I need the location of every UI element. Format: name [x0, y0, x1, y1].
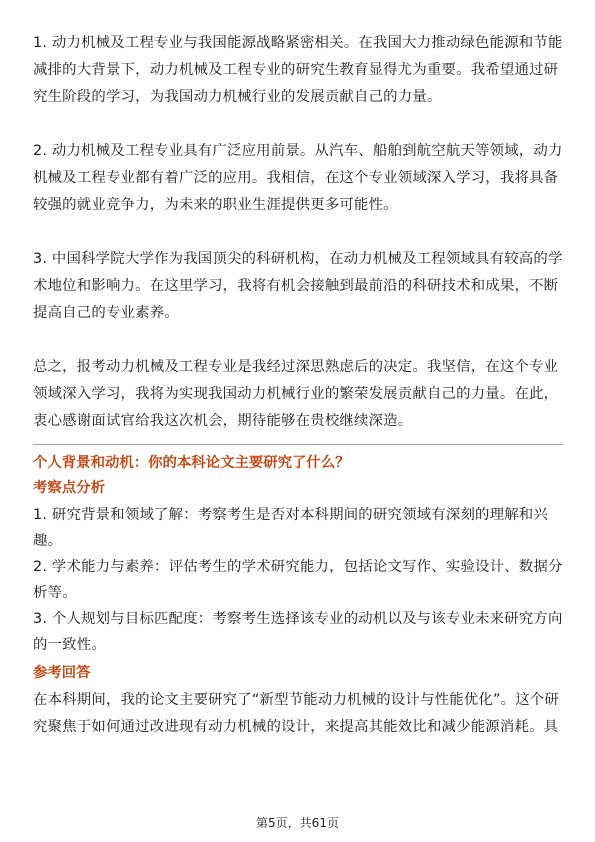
paragraph-energy-strategy: 1. 动力机械及工程专业与我国能源战略紧密相关。在我国大力推动绿色能源和节能减排的大背景下，动力机械及工程专业的研究生教育显得尤为重要。我希望通过研究生阶段的学习，为我国动力机械行业的发展贡献自己的力量。: [33, 35, 563, 105]
analysis-list: [33, 502, 563, 658]
page-content: [33, 30, 563, 741]
section-divider: [33, 444, 563, 445]
analysis-item: 3. 个人规划与目标匹配度：考察考生选择该专业的动机以及与该专业未来研究方向的一致性。: [33, 611, 563, 653]
answer-text: 在本科期间，我的论文主要研究了“新型节能动力机械的设计与性能优化”。这个研究聚焦于如何通过改进现有动力机械的设计，来提高其能效比和减少能源消耗。具: [33, 692, 559, 735]
spacer: [33, 219, 563, 246]
analysis-item: 1. 研究背景和领域了解：考察考生是否对本科期间的研究领域有深刻的理解和兴趣。: [33, 507, 548, 549]
paragraph-application-prospects: 2. 动力机械及工程专业具有广泛应用前景。从汽车、船舶到航空航天等领域，动力机械及工程专业都有着广泛的应用。我相信，在这个专业领域深入学习，我将具备较强的就业竞争力，为未来的职业生涯提供更多可能性。: [33, 143, 563, 213]
question-title: 个人背景和动机：你的本科论文主要研究了什么？: [33, 455, 350, 471]
answer-heading: 参考回答: [33, 665, 91, 681]
paragraph-ucas-reputation: 3. 中国科学院大学作为我国顶尖的科研机构，在动力机械及工程领域具有较高的学术地位和影响力。在这里学习，我将有机会接触到最前沿的科研技术和成果，不断提高自己的专业素养。: [33, 251, 563, 321]
paragraph-conclusion: 总之，报考动力机械及工程专业是我经过深思熟虑后的决定。我坚信，在这个专业领域深入学习，我将为实现我国动力机械行业的繁荣发展贡献自己的力量。在此，衷心感谢面试官给我这次机会，期待能够在贵校继续深造。: [33, 359, 559, 429]
spacer: [33, 327, 563, 354]
page-number: 第5页，共61页: [256, 816, 339, 830]
spacer: [33, 111, 563, 138]
analysis-heading: 考察点分析: [33, 480, 105, 496]
analysis-item: 2. 学术能力与素养：评估考生的学术研究能力，包括论文写作、实验设计、数据分析等。: [33, 559, 563, 601]
